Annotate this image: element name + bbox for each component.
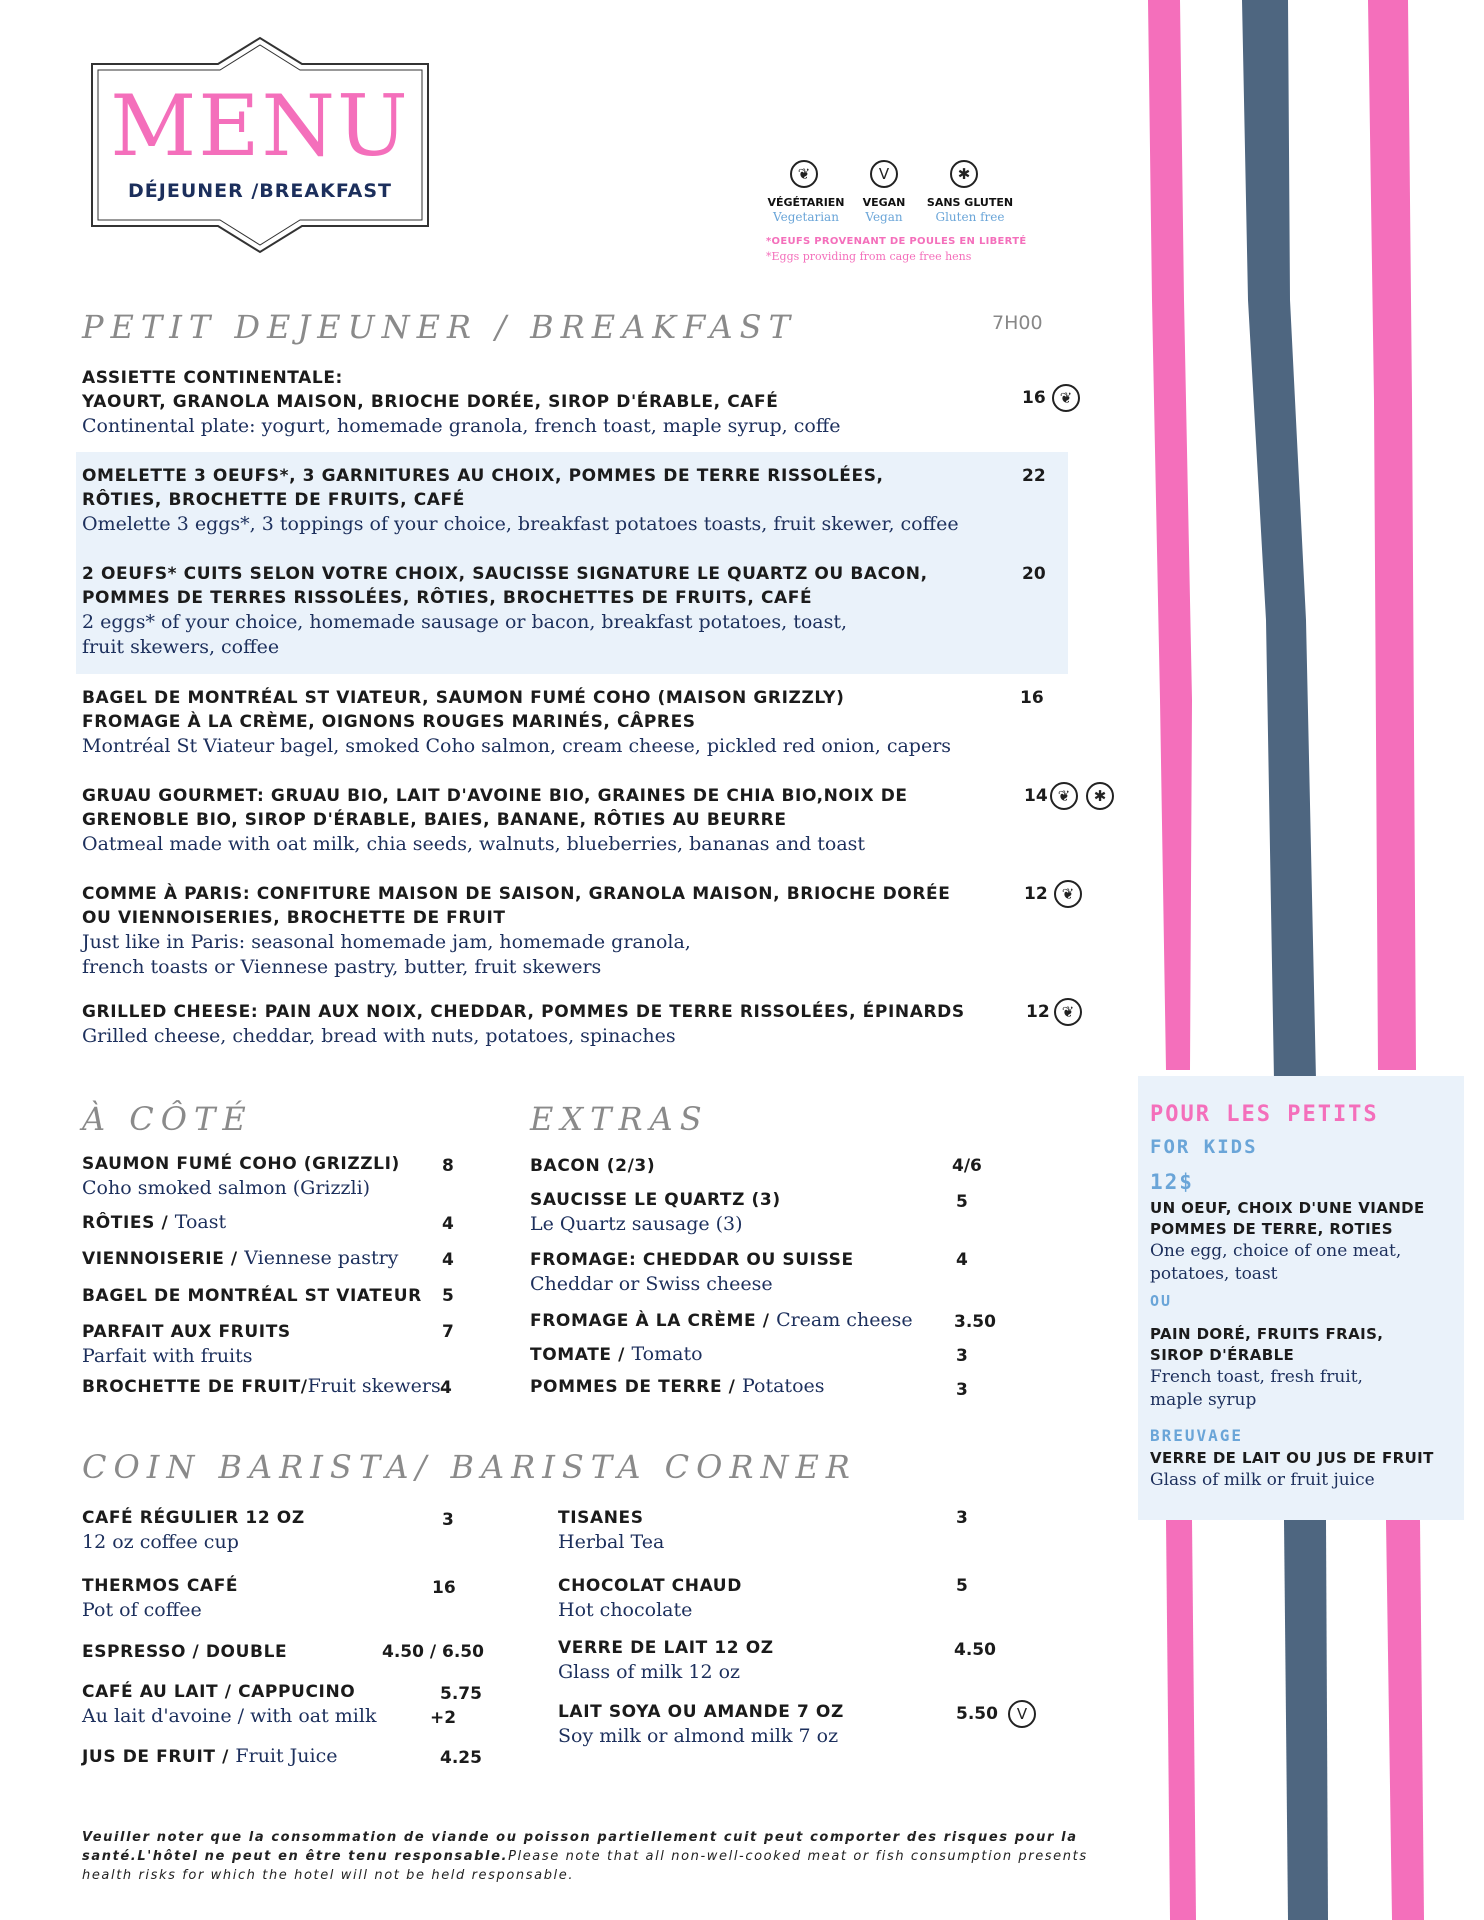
list-item: BROCHETTE DE FRUIT/Fruit skewers	[82, 1375, 441, 1397]
list-item: FROMAGE: CHEDDAR OU SUISSE Cheddar or Swiss cheese	[530, 1250, 854, 1295]
extras-title: EXTRAS	[530, 1100, 709, 1138]
list-item: FROMAGE À LA CRÈME / Cream cheese	[530, 1309, 913, 1331]
item-price: 22	[1022, 466, 1046, 486]
legend-vegan-fr: VEGAN	[862, 196, 906, 209]
list-item: COMME À PARIS: CONFITURE MAISON DE SAISON, GRANOLA MAISON, BRIOCHE DORÉE OU VIENNOISERIES, BROCHETTE DE FRUIT Just like in Paris: seasonal homemade jam, homemade granola, french toasts or Viennese pastry, butter, fruit skewers	[82, 884, 951, 978]
list-item: BACON (2/3)	[530, 1156, 656, 1176]
eggs-note-fr: *OEUFS PROVENANT DE POULES EN LIBERTÉ	[766, 236, 1027, 247]
list-item: THERMOS CAFÉ Pot of coffee	[82, 1576, 239, 1621]
list-item: OMELETTE 3 OEUFS*, 3 GARNITURES AU CHOIX, POMMES DE TERRE RISSOLÉES, RÔTIES, BROCHETTE DE FRUITS, CAFÉ Omelette 3 eggs*, 3 toppings of your choice, breakfast potatoes toasts, fruit skewer, coffee	[82, 466, 959, 535]
legend-vegetarian-fr: VÉGÉTARIEN	[767, 196, 845, 209]
item-price: 7	[442, 1322, 454, 1342]
item-price: 4/6	[952, 1156, 982, 1176]
item-price: 4	[440, 1378, 452, 1398]
item-price: 5.75	[440, 1684, 482, 1704]
slate-stripe-lower	[1284, 1520, 1328, 1920]
wheat-icon: ✱	[1086, 782, 1114, 810]
item-price: 20	[1022, 564, 1046, 584]
footer-disclaimer: Veuiller noter que la consommation de viande ou poisson partiellement cuit peut comporter des risques pour la santé.L'hôtel ne peut en être tenu responsable.Please note that all non-well-cooked meat or fish consumption presents health risks for which the hotel will not be held responsable.	[82, 1830, 1088, 1883]
item-price: 4.50	[954, 1640, 996, 1660]
list-item: VERRE DE LAIT 12 OZ Glass of milk 12 oz	[558, 1638, 774, 1683]
item-price: 3	[442, 1510, 454, 1530]
item-price: 12	[1026, 1002, 1050, 1022]
legend-gluten-en: Gluten free	[935, 210, 1005, 224]
leaf-icon: ❦	[790, 160, 818, 188]
item-price: 3.50	[954, 1312, 996, 1332]
pink-stripe-left	[1148, 0, 1192, 1070]
list-item: RÔTIES / Toast	[82, 1211, 227, 1233]
legend-gluten-fr: SANS GLUTEN	[926, 196, 1014, 209]
kids-option-2: PAIN DORÉ, FRUITS FRAIS, SIROP D'ÉRABLE French toast, fresh fruit, maple syrup	[1150, 1325, 1384, 1410]
barista-title: COIN BARISTA/ BARISTA CORNER	[82, 1448, 857, 1486]
list-item: BAGEL DE MONTRÉAL ST VIATEUR, SAUMON FUMÉ COHO (MAISON GRIZZLY) FROMAGE À LA CRÈME, OIGNONS ROUGES MARINÉS, CÂPRES Montréal St Viateur bagel, smoked Coho salmon, cream cheese, pickled red onion, capers	[82, 688, 952, 757]
item-price: 4	[956, 1250, 968, 1270]
legend-vegetarian-en: Vegetarian	[773, 210, 839, 224]
list-item: CAFÉ RÉGULIER 12 OZ 12 oz coffee cup	[82, 1508, 305, 1553]
decorative-stripes	[1130, 0, 1484, 1920]
kids-or: OU	[1150, 1292, 1173, 1310]
list-item: CAFÉ AU LAIT / CAPPUCINO Au lait d'avoine / with oat milk	[82, 1682, 377, 1727]
sides-title: À CÔTÉ	[82, 1100, 253, 1138]
list-item: 2 OEUFS* CUITS SELON VOTRE CHOIX, SAUCISSE SIGNATURE LE QUARTZ OU BACON, POMMES DE TERRES RISSOLÉES, RÔTIES, BROCHETTES DE FRUITS, CAFÉ 2 eggs* of your choice, homemade sausage or bacon, breakfast potatoes, toast, fruit skewers, coffee	[82, 564, 928, 658]
kids-drink-title: BREUVAGE	[1150, 1426, 1244, 1445]
list-item: GRILLED CHEESE: PAIN AUX NOIX, CHEDDAR, POMMES DE TERRE RISSOLÉES, ÉPINARDS Grilled cheese, cheddar, bread with nuts, potatoes, spinaches	[82, 1002, 965, 1047]
item-price: 5.50	[956, 1704, 998, 1724]
list-item: JUS DE FRUIT / Fruit Juice	[82, 1745, 338, 1767]
kids-panel	[1138, 1076, 1464, 1520]
item-price: 3	[956, 1346, 968, 1366]
kids-price: 12$	[1150, 1170, 1194, 1194]
list-item: SAUCISSE LE QUARTZ (3) Le Quartz sausage (3)	[530, 1190, 781, 1235]
list-item: TISANES Herbal Tea	[558, 1508, 665, 1553]
item-price: 14	[1024, 786, 1048, 806]
kids-title: POUR LES PETITS	[1150, 1102, 1379, 1127]
list-item: TOMATE / Tomato	[530, 1343, 703, 1365]
vegan-v-icon: V	[1008, 1700, 1036, 1728]
list-item: CHOCOLAT CHAUD Hot chocolate	[558, 1576, 742, 1621]
wheat-icon: ✱	[950, 160, 978, 188]
list-item: PARFAIT AUX FRUITS Parfait with fruits	[82, 1322, 291, 1367]
kids-drink: VERRE DE LAIT OU JUS DE FRUIT Glass of milk or fruit juice	[1150, 1449, 1434, 1490]
kids-subtitle: FOR KIDS	[1150, 1136, 1258, 1158]
list-item: ESPRESSO / DOUBLE	[82, 1642, 288, 1662]
item-price: 5	[442, 1286, 454, 1306]
list-item: VIENNOISERIE / Viennese pastry	[82, 1247, 399, 1269]
pink-stripe-left-lower	[1166, 1520, 1196, 1920]
item-price: 5	[956, 1576, 968, 1596]
list-item: ASSIETTE CONTINENTALE: YAOURT, GRANOLA MAISON, BRIOCHE DORÉE, SIROP D'ÉRABLE, CAFÉ Continental plate: yogurt, homemade granola, french toast, maple syrup, coffe	[82, 368, 841, 437]
item-price: 16	[1020, 688, 1044, 708]
breakfast-title: PETIT DEJEUNER / BREAKFAST	[82, 308, 797, 346]
pink-stripe-right	[1368, 0, 1416, 1070]
leaf-icon: ❦	[1054, 998, 1082, 1026]
item-price: 4.25	[440, 1748, 482, 1768]
item-price: 16	[432, 1578, 456, 1598]
item-price: 5	[956, 1192, 968, 1212]
item-price-extra: +2	[430, 1708, 457, 1728]
list-item: SAUMON FUMÉ COHO (GRIZZLI) Coho smoked salmon (Grizzli)	[82, 1154, 400, 1199]
list-item: BAGEL DE MONTRÉAL ST VIATEUR	[82, 1286, 422, 1306]
vegan-v-icon: V	[870, 160, 898, 188]
menu-title: MENU	[110, 77, 410, 175]
list-item: GRUAU GOURMET: GRUAU BIO, LAIT D'AVOINE BIO, GRAINES DE CHIA BIO,NOIX DE GRENOBLE BIO, SIROP D'ÉRABLE, BAIES, BANANE, RÔTIES AU BEURRE Oatmeal made with oat milk, chia seeds, walnuts, blueberries, bananas and toast	[82, 786, 908, 855]
slate-stripe	[1242, 0, 1316, 1080]
item-price: 4	[442, 1214, 454, 1234]
pink-stripe-right-lower	[1386, 1520, 1424, 1920]
legend-vegan-en: Vegan	[865, 210, 903, 224]
leaf-icon: ❦	[1054, 880, 1082, 908]
item-price: 4.50 / 6.50	[382, 1642, 484, 1662]
leaf-icon: ❦	[1052, 384, 1080, 412]
list-item: POMMES DE TERRE / Potatoes	[530, 1375, 825, 1397]
leaf-icon: ❦	[1050, 782, 1078, 810]
breakfast-time: 7H00	[992, 312, 1043, 334]
menu-subtitle: DÉJEUNER /BREAKFAST	[128, 180, 392, 202]
list-item: LAIT SOYA OU AMANDE 7 OZ Soy milk or almond milk 7 oz	[558, 1702, 844, 1747]
item-price: 3	[956, 1380, 968, 1400]
eggs-note-en: *Eggs providing from cage free hens	[766, 250, 972, 263]
item-price: 12	[1024, 884, 1048, 904]
item-price: 16	[1022, 388, 1046, 408]
item-price: 8	[442, 1156, 454, 1176]
diet-legend	[760, 160, 1040, 270]
item-price: 4	[442, 1250, 454, 1270]
item-price: 3	[956, 1508, 968, 1528]
kids-option-1: UN OEUF, CHOIX D'UNE VIANDE POMMES DE TERRE, ROTIES One egg, choice of one meat, potatoes, toast	[1150, 1199, 1425, 1284]
